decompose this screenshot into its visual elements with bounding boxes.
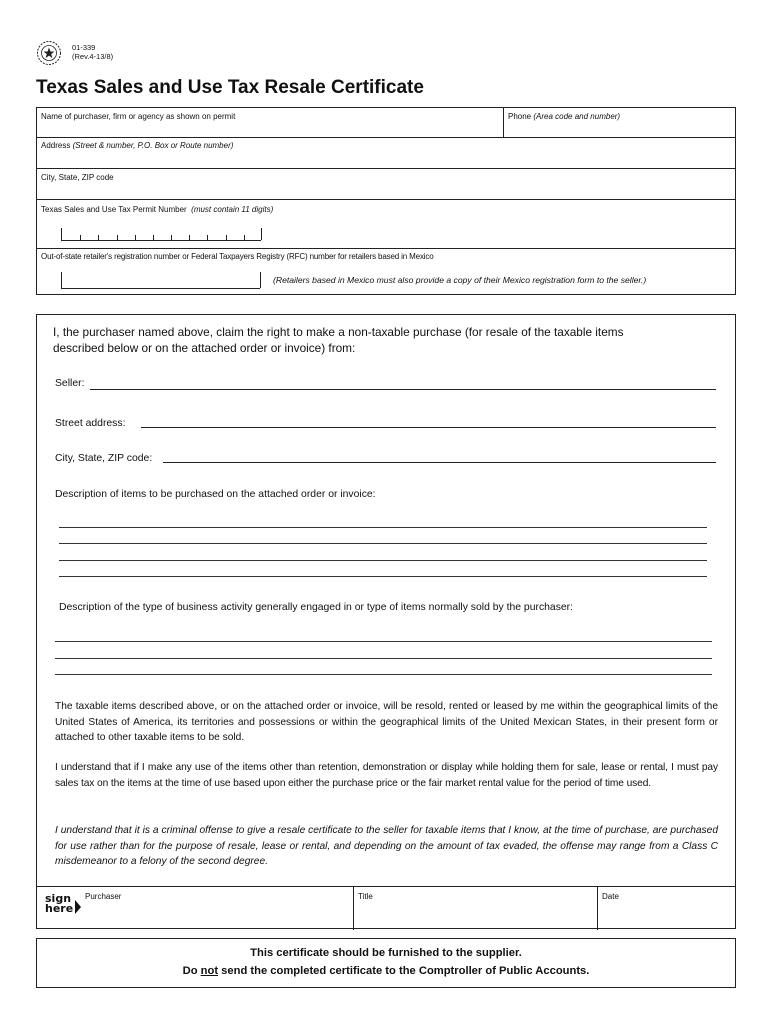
sign-here-line2: here — [45, 902, 74, 915]
items-line-2[interactable] — [59, 543, 707, 544]
use-tax-statement: I understand that if I make any use of the items other than retention, demonstration or display while holding them for sale, lease or rental, I must pay sales tax on the items at the time of use based upon either the purchase price or the fair market rental value for the period of time used. — [55, 762, 718, 789]
business-description-label: Description of the type of business activity generally engaged in or type of items normally sold by the purchaser: — [59, 602, 574, 613]
sign-here-line1: sign — [45, 892, 72, 905]
footer-line-2-pre: Do — [182, 965, 201, 977]
address-row — [37, 137, 735, 169]
permit-digit-tick — [153, 235, 154, 240]
date-field[interactable] — [597, 887, 735, 930]
address-label-group — [41, 141, 233, 150]
permit-row — [37, 199, 735, 249]
permit-label-group — [41, 205, 273, 214]
permit-digit-tick — [171, 235, 172, 240]
seller-city-label: City, State, ZIP code: — [55, 453, 153, 464]
seller-label: Seller: — [55, 378, 85, 389]
criminal-offense-statement: I understand that it is a criminal offense to give a resale certificate to the seller for taxable items that I know, at the time of purchase, are purchased for use rather than for the purpose of resale, lease or rental, and depending on the amount of tax evaded, the offense may range from a Class C misdemeanor to a felony of the second degree. — [55, 825, 718, 867]
street-address-input[interactable] — [141, 427, 716, 428]
city-row — [37, 168, 735, 200]
title-label: Title — [358, 892, 373, 901]
phone-label: Phone — [508, 112, 532, 121]
permit-label: Texas Sales and Use Tax Permit Number — [41, 205, 187, 214]
address-label: Address — [41, 141, 71, 150]
business-line-3[interactable] — [55, 674, 712, 675]
page-title: Texas Sales and Use Tax Resale Certificate — [36, 77, 424, 98]
permit-digit-tick — [189, 235, 190, 240]
footer-line-2 — [37, 965, 735, 977]
items-line-4[interactable] — [59, 576, 707, 577]
items-line-1[interactable] — [59, 527, 707, 528]
permit-digit-tick — [207, 235, 208, 240]
texas-seal-logo — [36, 40, 62, 66]
rfc-label: Out-of-state retailer's registration number or Federal Taxpayers Registry (RFC) number for retailers based in Mexico — [41, 252, 434, 261]
form-number: 01-339 — [72, 43, 96, 52]
seller-city-input[interactable] — [163, 462, 716, 463]
permit-digit-tick — [98, 235, 99, 240]
form-revision: (Rev.4-13/8) — [72, 52, 114, 61]
business-line-1[interactable] — [55, 641, 712, 642]
footer-not-emphasis: not — [200, 965, 219, 977]
purchaser-signature-field[interactable] — [81, 887, 353, 930]
resale-claim-box — [36, 314, 736, 929]
resold-statement: The taxable items described above, or on the attached order or invoice, will be resold, rented or leased by me within the geographical limits of the United States of America, its territories and possessions or within the geographical limits of the United Mexican States, in their present form or attached to other taxable items to be sold. — [55, 701, 718, 743]
address-hint: (Street & number, P.O. Box or Route number) — [72, 141, 234, 150]
permit-hint: (must contain 11 digits) — [191, 205, 274, 214]
items-description-label: Description of items to be purchased on the attached order or invoice: — [55, 489, 376, 500]
title-field[interactable] — [353, 887, 600, 930]
sign-here-icon — [45, 894, 73, 914]
footer-notice-box — [36, 938, 736, 988]
purchaser-name-row — [37, 108, 735, 138]
signature-row — [37, 886, 735, 930]
permit-digit-tick — [80, 235, 81, 240]
permit-digit-tick — [244, 235, 245, 240]
permit-box-end — [261, 228, 262, 240]
purchaser-signature-label: Purchaser — [85, 892, 122, 901]
purchaser-name-label: Name of purchaser, firm or agency as shown on permit — [41, 112, 236, 121]
items-line-3[interactable] — [59, 560, 707, 561]
city-state-zip-label: City, State, ZIP code — [41, 173, 114, 182]
street-address-label: Street address: — [55, 418, 126, 429]
permit-digit-tick — [117, 235, 118, 240]
footer-line-1: This certificate should be furnished to the supplier. — [250, 947, 522, 959]
claim-intro: I, the purchaser named above, claim the right to make a non-taxable purchase (for resale of the taxable items described below or on the attached order or invoice) from: — [53, 325, 624, 355]
permit-digit-tick — [135, 235, 136, 240]
business-line-2[interactable] — [55, 658, 712, 659]
permit-digit-tick — [226, 235, 227, 240]
seller-input[interactable] — [90, 389, 716, 390]
phone-label-group — [508, 112, 620, 121]
footer-line-2-post: send the completed certificate to the Comptroller of Public Accounts. — [218, 965, 590, 977]
phone-hint: (Area code and number) — [533, 112, 621, 121]
permit-number-input[interactable] — [61, 228, 261, 241]
rfc-note: (Retailers based in Mexico must also provide a copy of their Mexico registration form to the seller.) — [273, 275, 647, 285]
rfc-row — [37, 248, 735, 295]
date-label: Date — [602, 892, 619, 901]
purchaser-info-box — [36, 107, 736, 295]
rfc-number-input[interactable] — [61, 272, 260, 289]
form-number-block — [72, 43, 113, 61]
